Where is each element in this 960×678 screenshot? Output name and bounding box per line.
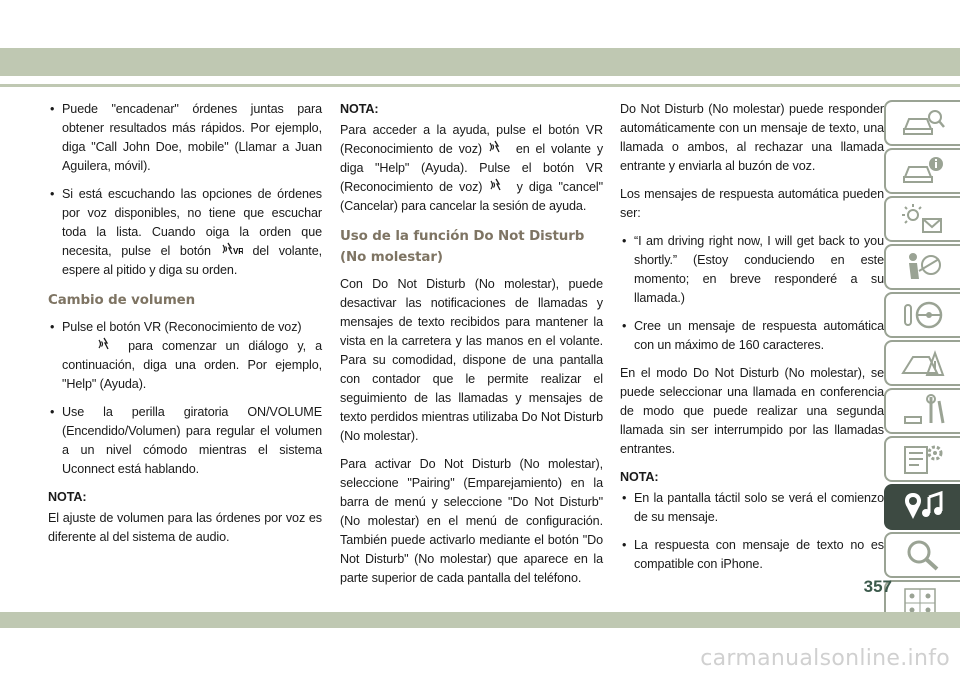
voice-command-icon — [97, 337, 119, 350]
bullet-dot: • — [622, 491, 627, 505]
bullet-text: Si está escuchando las opciones de órdenes por voz disponibles, no tiene que escuchar toda la lista. Cuando oiga la orden que necesita, pulse el botón — [62, 187, 322, 258]
note-label: NOTA: — [340, 102, 379, 116]
list-item — [48, 403, 322, 479]
tab-emergency[interactable] — [884, 340, 960, 386]
note-label: NOTA: — [620, 470, 659, 484]
list-item — [48, 185, 322, 280]
list-item — [620, 317, 884, 355]
list-item — [48, 100, 322, 176]
voice-command-icon — [489, 178, 511, 191]
bullet-text: Puede "encadenar" órdenes juntas para obtener resultados más rápidos. Por ejemplo, diga "Call John Doe, mobile" (Llamar a Juan Aguilera, móvil). — [62, 102, 322, 173]
tab-safety[interactable] — [884, 244, 960, 290]
warning-light-message-icon — [899, 201, 947, 237]
tab-servicing[interactable] — [884, 388, 960, 434]
bullet-text: Cree un mensaje de respuesta automática con un máximo de 160 caracteres. — [634, 319, 884, 352]
tab-car-info[interactable] — [884, 148, 960, 194]
bullet-dot: • — [50, 187, 55, 201]
note-text-part: y diga "cancel" (Cancelar) para cancelar la sesión de ayuda. — [340, 180, 603, 213]
tab-index-search[interactable] — [884, 532, 960, 578]
airbag-person-icon — [899, 249, 947, 285]
page-number: 357 — [863, 577, 892, 596]
bullet-text: Pulse el botón VR (Reconocimiento de voz) — [62, 320, 302, 334]
tab-technical[interactable] — [884, 436, 960, 482]
tab-starting-operating[interactable] — [884, 292, 960, 338]
top-divider-line — [0, 84, 960, 87]
column-2 — [340, 100, 603, 597]
watermark: carmanualsonline.info — [700, 646, 950, 671]
chapter-tabs — [884, 100, 960, 628]
car-search-icon — [899, 105, 947, 141]
bullet-text-continued: para comenzar un diálogo y, a continuación, diga una orden. Por ejemplo, "Help" (Ayuda). — [62, 339, 322, 391]
paragraph: Do Not Disturb (No molestar) puede responder automáticamente con un mensaje de texto, una llamada o ambos, al rechazar una llamada entrante y enviarla al buzón de voz. — [620, 102, 884, 173]
car-info-icon — [899, 153, 947, 189]
steering-wheel-key-icon — [899, 297, 947, 333]
bullet-text: “I am driving right now, I will get back to you shortly.” (Estoy conduciendo en este momento; en breve responderé a su llamada.) — [634, 234, 884, 305]
paragraph: Para activar Do Not Disturb (No molestar), seleccione "Pairing" (Emparejamiento) en la barra de menú y seleccione "Do Not Disturb" (No molestar) en el menú de configuración. También puede activarlo mediante el botón "Do Not Disturb" (No molestar) que aparece en la parte superior de cada pantalla del teléfono. — [340, 457, 603, 585]
tab-warning-lights[interactable] — [884, 196, 960, 242]
bullet-dot: • — [50, 320, 55, 334]
top-header-band — [0, 48, 960, 76]
warning-triangle-car-icon — [899, 345, 947, 381]
bullet-text: La respuesta con mensaje de texto no es compatible con iPhone. — [634, 538, 884, 571]
bullet-text: En la pantalla táctil solo se verá el comienzo de su mensaje. — [634, 491, 884, 524]
bullet-dot: • — [622, 234, 627, 248]
list-item — [48, 318, 322, 394]
tab-multimedia[interactable] — [884, 484, 960, 530]
column-3 — [620, 100, 884, 583]
section-heading-volume: Cambio de volumen — [48, 293, 196, 308]
bottom-footer-band — [0, 612, 960, 628]
tools-icon — [899, 393, 947, 429]
note-text — [340, 121, 603, 216]
section-heading-do-not-disturb: Uso de la función Do Not Disturb (No molestar) — [340, 229, 585, 265]
list-item — [620, 232, 884, 308]
voice-command-icon — [488, 140, 510, 153]
list-gear-icon — [899, 441, 947, 477]
bullet-dot: • — [622, 319, 627, 333]
bullet-dot: • — [50, 405, 55, 419]
note-text-part: Para acceder a la ayuda, pulse el botón VR (Reconocimiento de voz) — [340, 123, 603, 156]
magnifier-icon — [899, 537, 947, 573]
bullet-dot: • — [50, 102, 55, 116]
note-label: NOTA: — [48, 490, 87, 504]
note-text-part: en el volante y diga "Help" (Ayuda). Pulse el botón VR (Reconocimiento de voz) — [340, 142, 604, 194]
paragraph: En el modo Do Not Disturb (No molestar), se puede seleccionar una llamada en conferencia de modo que puede realizar una segunda llamada sin ser interrumpido por las llamadas entrantes. — [620, 366, 884, 456]
paragraph: Con Do Not Disturb (No molestar), puede desactivar las notificaciones de llamadas y mensajes de texto recibidos para mantener la vista en la carretera y las manos en el volante. Para su comodidad, dispone de una pantalla con contador que le permite realizar el seguimiento de las llamadas y mensajes de texto perdidos mientras utilizaba Do Not Disturb (No molestar). — [340, 277, 603, 443]
bullet-dot: • — [622, 538, 627, 552]
paragraph: Los mensajes de respuesta automática pueden ser: — [620, 187, 884, 220]
tab-car-search[interactable] — [884, 100, 960, 146]
list-item — [620, 489, 884, 527]
bullet-text-continued: del volante, espere al pitido y diga su orden. — [62, 244, 323, 277]
vr-label: VR — [232, 247, 243, 256]
bullet-text: Use la perilla giratoria ON/VOLUME (Encendido/Volumen) para regular el volumen a un nivel cómodo mientras el sistema Uconnect está hablando. — [62, 405, 322, 476]
voice-command-icon — [221, 242, 243, 255]
column-1 — [48, 100, 322, 556]
music-pin-icon — [899, 489, 947, 525]
list-item — [620, 536, 884, 574]
note-text: El ajuste de volumen para las órdenes por voz es diferente al del sistema de audio. — [48, 511, 322, 544]
